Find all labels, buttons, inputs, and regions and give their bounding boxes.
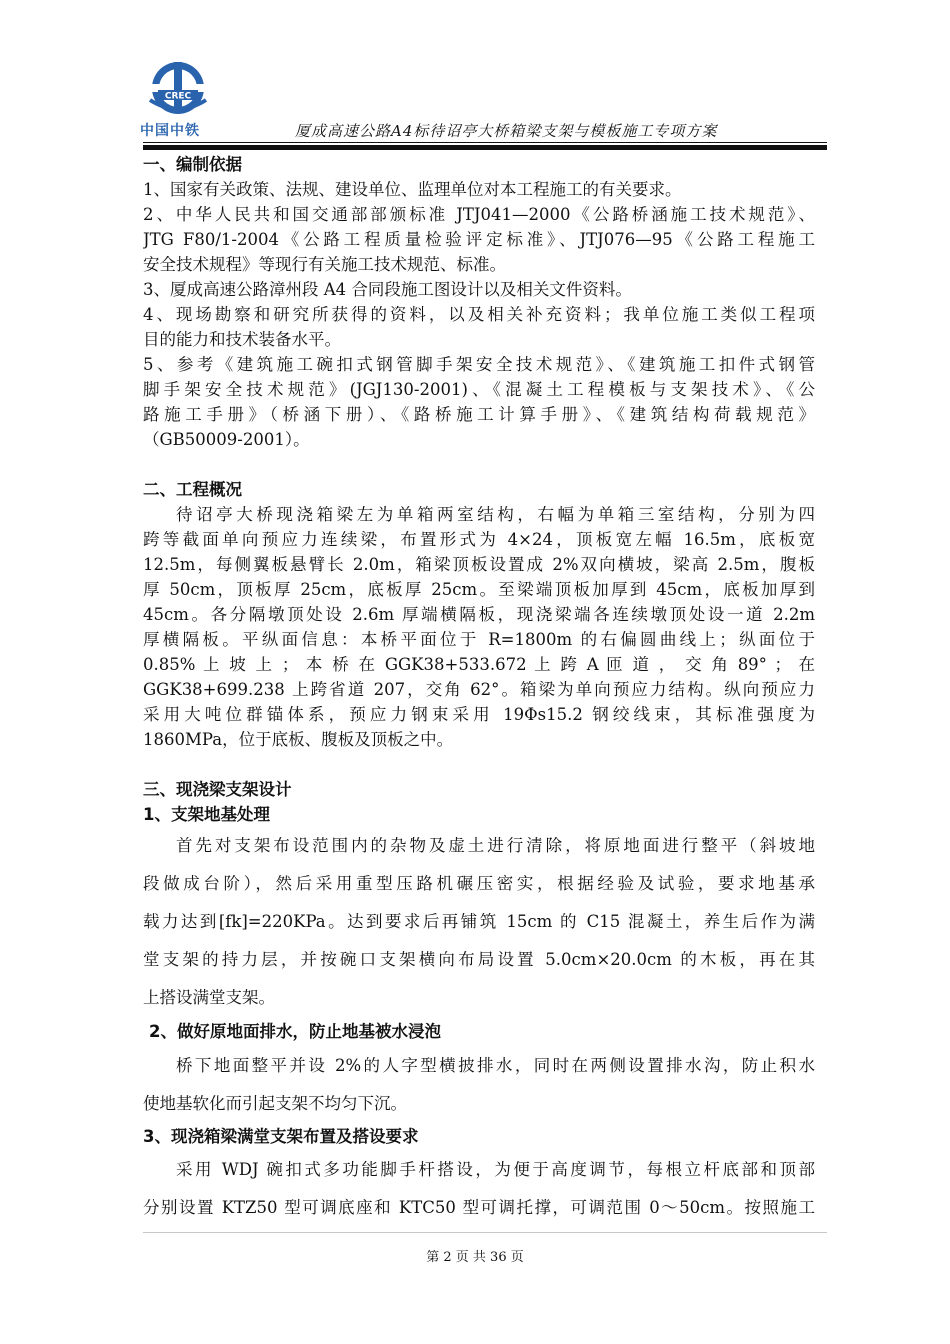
subsection-3-2-heading: 2、做好原地面排水，防止地基被水浸泡 (149, 1022, 441, 1041)
s2-line: 0.85% 上 坡 上 ； 本 桥 在 GGK38+533.672 上 跨 A 匝 道 ， 交 角 89° ； 在 (143, 655, 815, 674)
s2-line: 跨等截面单向预应力连续梁，布置形式为 4×24，顶板宽左幅 16.5m，底板宽 (143, 530, 815, 549)
s1-line: 3、厦成高速公路漳州段 A4 合同段施工图设计以及相关文件资料。 (143, 280, 632, 299)
s3-1-line: 段做成台阶），然后采用重型压路机碾压密实，根据经验及试验，要求地基承 (143, 874, 815, 893)
s2-line: 12.5m，每侧翼板悬臂长 2.0m，箱梁顶板设置成 2%双向横坡，梁高 2.5m，腹板 (143, 555, 815, 574)
document-body (143, 152, 815, 1227)
logo-text: 中国中铁 (140, 123, 200, 139)
s3-2-line: 桥下地面整平并设 2%的人字型横披排水，同时在两侧设置排水沟，防止积水 (176, 1056, 815, 1075)
s2-line: 待诏亭大桥现浇箱梁左为单箱两室结构，右幅为单箱三室结构，分别为四 (176, 505, 815, 524)
s1-line: JTG F80/1-2004《公路工程质量检验评定标准》、JTJ076—95《公路工程施工 (143, 230, 815, 249)
s2-line: 厚横隔板。平纵面信息：本桥平面位于 R=1800m 的右偏圆曲线上；纵面位于 (143, 630, 815, 649)
section-1-heading: 一、编制依据 (143, 155, 242, 174)
s2-line: 45cm。各分隔墩顶处设 2.6m 厚端横隔板，现浇梁端各连续墩顶处设一道 2.2m (143, 605, 815, 624)
header-rule-thin (143, 142, 827, 143)
footer-rule (143, 1232, 827, 1233)
s2-line: GGK38+699.238 上跨省道 207，交角 62°。箱梁为单向预应力结构。纵向预应力 (143, 680, 815, 699)
subsection-3-1-heading: 1、支架地基处理 (143, 805, 270, 824)
s3-1-line: 首先对支架布设范围内的杂物及虚土进行清除，将原地面进行整平（斜坡地 (176, 836, 815, 855)
s2-line: 厚 50cm，顶板厚 25cm，底板厚 25cm。至梁端顶板加厚到 45cm，底板加厚到 (143, 580, 815, 599)
s2-line: 1860MPa，位于底板、腹板及顶板之中。 (143, 730, 454, 749)
s3-2-line: 使地基软化而引起支架不均匀下沉。 (143, 1094, 407, 1113)
document-header-title: 厦成高速公路A4标待诏亭大桥箱梁支架与模板施工专项方案 (295, 122, 718, 140)
s1-line: 2、中华人民共和国交通部部颁标准 JTJ041—2000《公路桥涵施工技术规范》、 (143, 205, 815, 224)
section-3-heading: 三、现浇梁支架设计 (143, 780, 292, 799)
s1-line: 1、国家有关政策、法规、建设单位、监理单位对本工程施工的有关要求。 (143, 180, 682, 199)
s1-line: 脚手架安全技术规范》(JGJ130-2001)、《混凝土工程模板与支架技术》、《公 (143, 380, 815, 399)
page-number: 第 2 页 共 36 页 (426, 1250, 524, 1265)
s1-line: 4、现场勘察和研究所获得的资料，以及相关补充资料；我单位施工类似工程项 (143, 305, 815, 324)
s1-line: 路施工手册》（桥涵下册）、《路桥施工计算手册》、《建筑结构荷载规范》 (143, 405, 815, 424)
s1-line: （GB50009-2001）。 (143, 430, 310, 449)
s1-line: 安全技术规程》等现行有关施工技术规范、标准。 (143, 255, 506, 274)
s1-line: 5、参考《建筑施工碗扣式钢管脚手架安全技术规范》、《建筑施工扣件式钢管 (143, 355, 815, 374)
s3-3-line: 分别设置 KTZ50 型可调底座和 KTC50 型可调托撑，可调范围 0～50cm。按照施工 (143, 1198, 815, 1217)
s1-line: 目的能力和技术装备水平。 (143, 330, 341, 349)
subsection-3-3-heading: 3、现浇箱梁满堂支架布置及搭设要求 (143, 1127, 419, 1146)
s3-3-line: 采用 WDJ 碗扣式多功能脚手杆搭设，为便于高度调节，每根立杆底部和顶部 (176, 1160, 815, 1179)
section-2-heading: 二、工程概况 (143, 480, 242, 499)
s3-1-line: 载力达到[fk]=220KPa。达到要求后再铺筑 15cm 的 C15 混凝土，养生后作为满 (143, 912, 815, 931)
s3-1-line: 堂支架的持力层，并按碗口支架横向布局设置 5.0cm×20.0cm 的木板，再在其 (143, 950, 815, 969)
header-rule-thick (143, 145, 827, 150)
s3-1-line: 上搭设满堂支架。 (143, 988, 275, 1007)
s2-line: 采用大吨位群锚体系，预应力钢束采用 19Φs15.2 钢绞线束，其标准强度为 (143, 705, 815, 724)
svg-text:CREC: CREC (164, 91, 192, 102)
